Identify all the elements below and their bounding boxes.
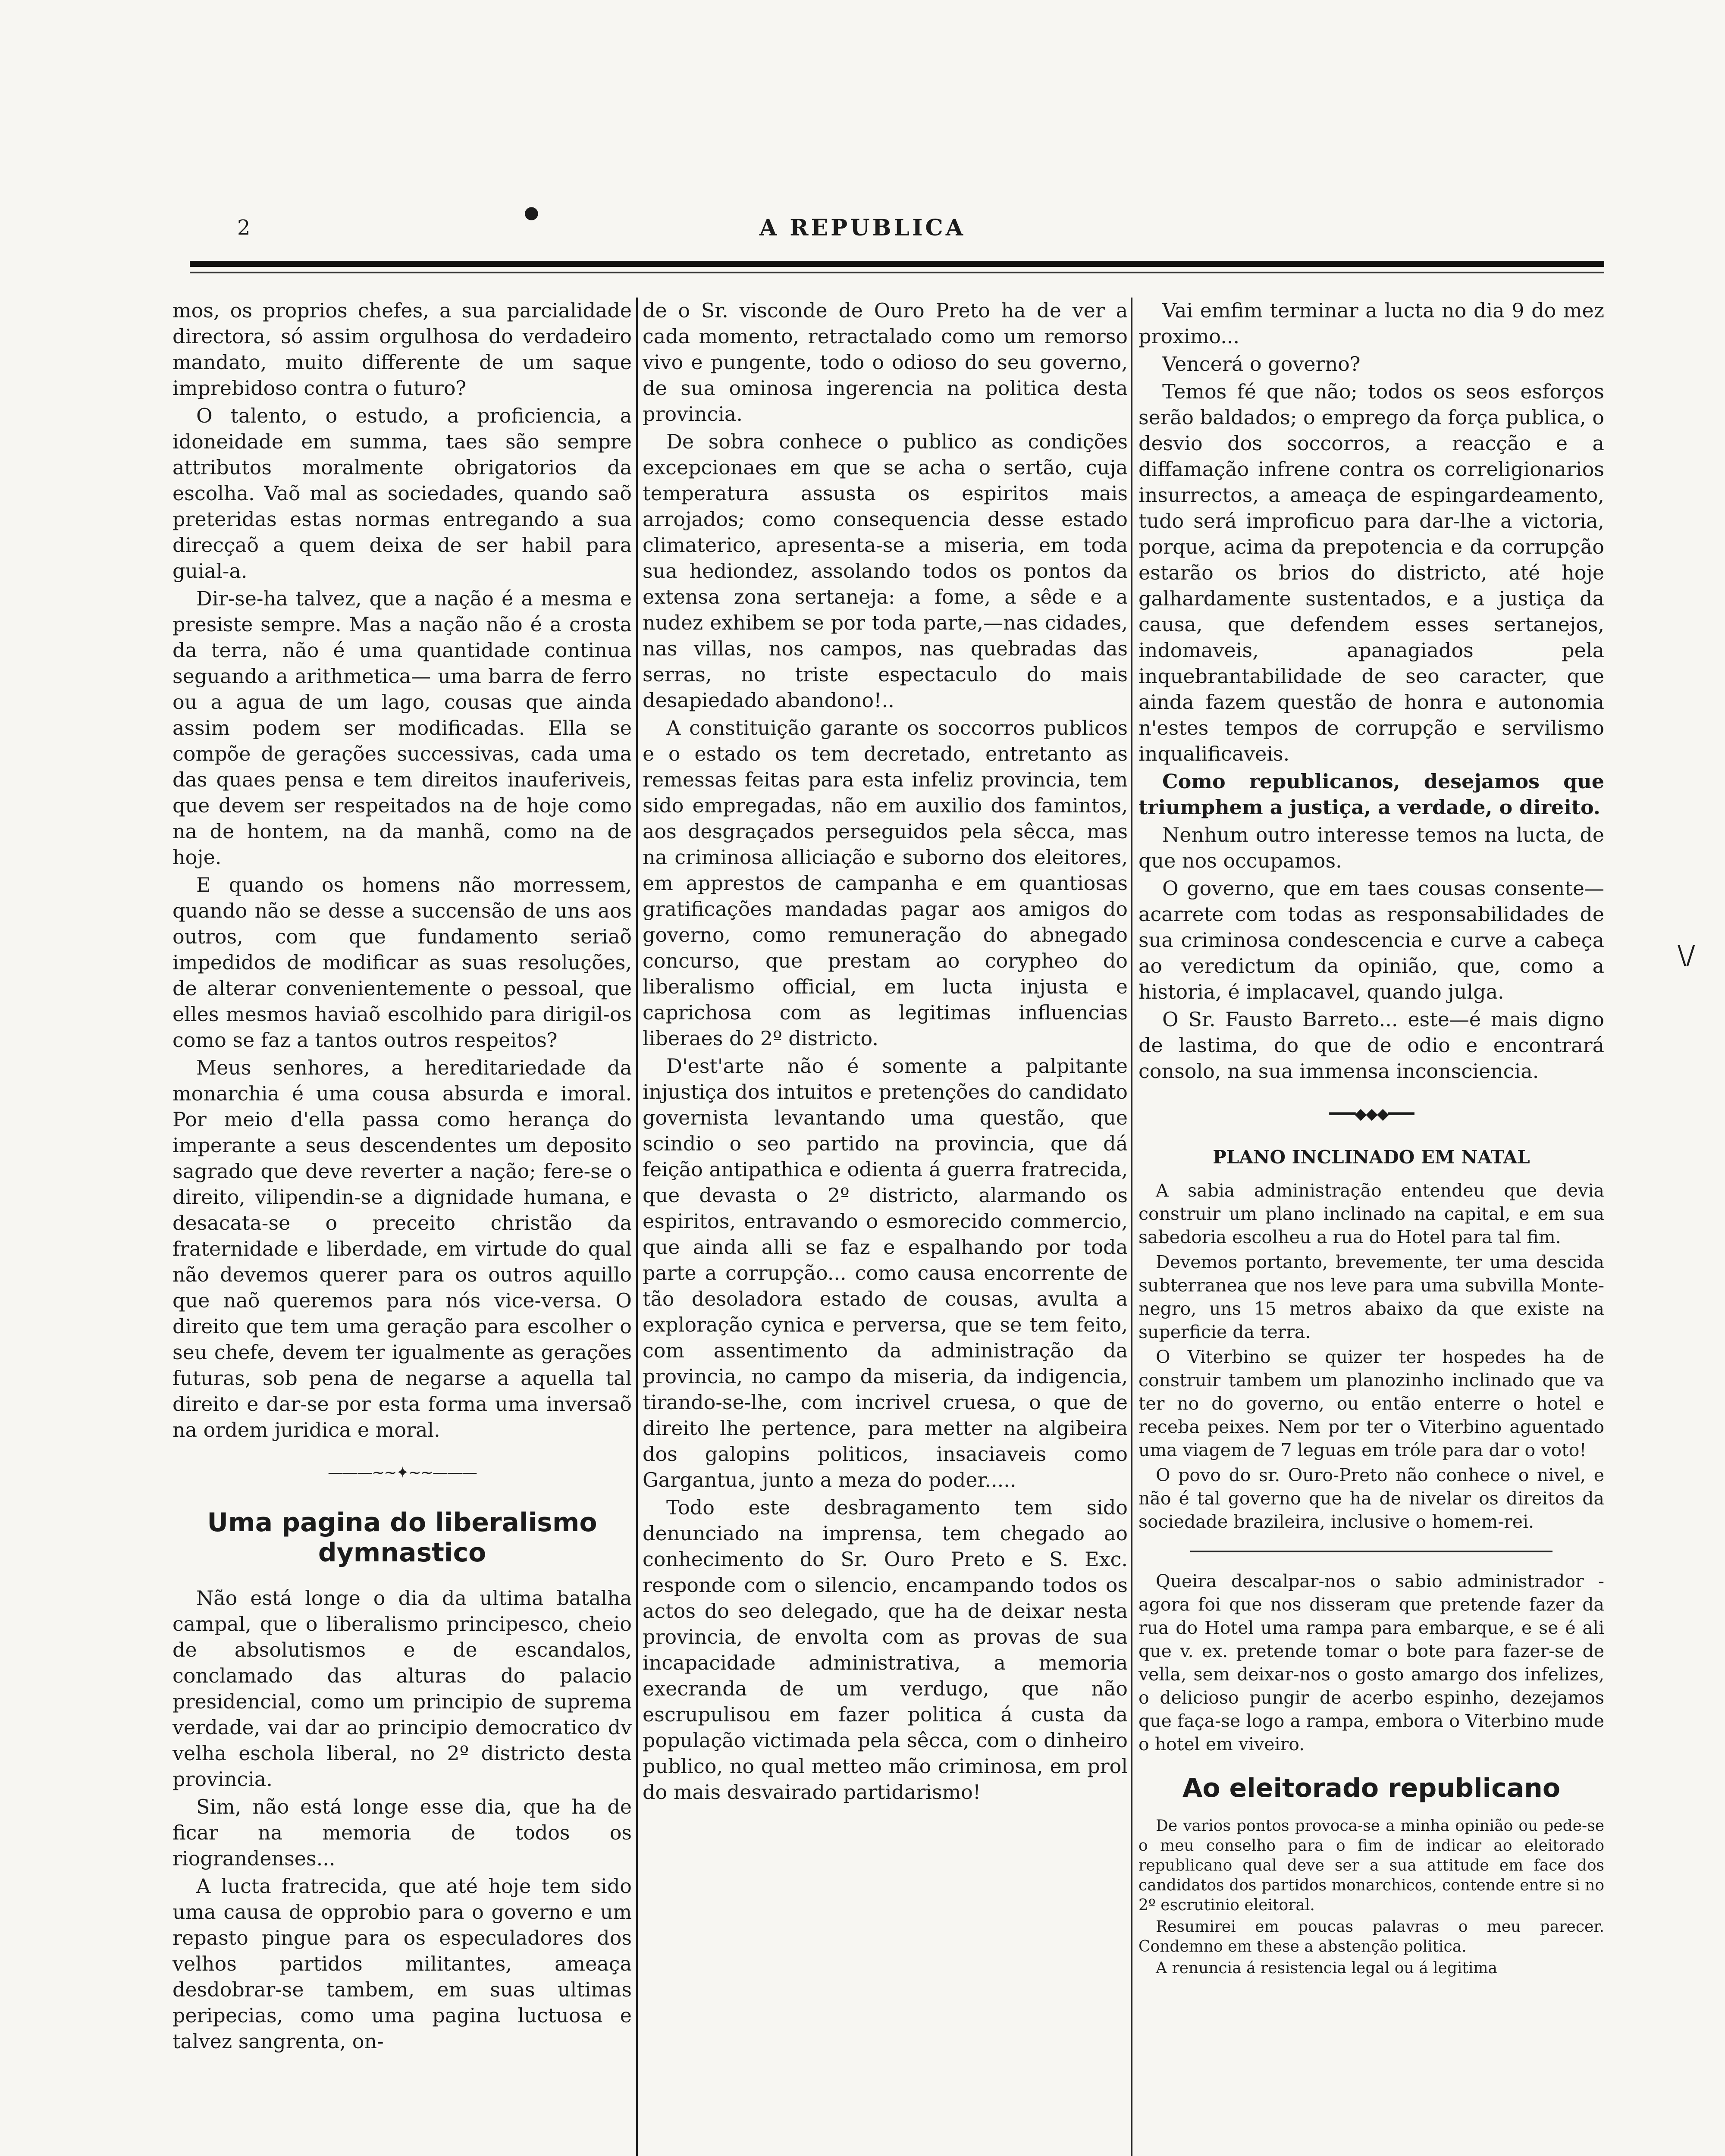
paragraph: de o Sr. visconde de Ouro Preto ha de ver a cada momento, retractalado como um remorso vivo e pungente, todo o odioso do seu governo, de sua ominosa ingerencia na politica desta provincia.	[643, 299, 1128, 426]
article-headline: Ao eleitorado republicano	[1182, 1773, 1561, 1803]
column-2	[643, 298, 1128, 1807]
article-headline: Uma pagina do liberalismo dymnastico	[207, 1507, 597, 1568]
column-divider	[636, 298, 638, 2156]
column-1	[172, 298, 632, 2056]
header-rule-thin	[190, 272, 1604, 273]
paragraph: O Sr. Fausto Barreto... este—é mais digno de lastima, do que de odio e encontrará consolo, na sua immensa inconsciencia.	[1138, 1008, 1604, 1083]
paragraph: A constituição garante os soccorros publicos e o estado os tem decretado, entretanto as remessas feitas para esta infeliz provincia, tem sido empregadas, não em auxilio dos famintos, aos desgraçados perseguidos pela sêcca, mas na criminosa alliciação e suborno dos eleitores, em apprestos de campanha e em quantiosas gratificações mandadas pagar aos amigos do governo, como remuneração do abnegado concurso, que prestam ao corypheo do liberalismo official, em lucta injusta e caprichosa com as legitimas influencias liberaes do 2º districto.	[643, 716, 1128, 1050]
paragraph: Queira descalpar-nos o sabio administrador - agora foi que nos disseram que pretende fazer da rua do Hotel uma rampa para embarque, e se é ali que v. ex. pretende tomar o bote para fazer-se de vella, sem deixar-nos o gosto amargo dos infelizes, o delicioso pungir de acerbo espinho, dezejamos que faça-se logo a rampa, embora o Viterbino mude o hotel em viveiro.	[1138, 1571, 1604, 1755]
newspaper-title: A REPUBLICA	[759, 215, 966, 241]
paragraph: E quando os homens não morressem, quando não se desse a succensão de uns aos outros, com que fundamento seriaõ impedidos de modificar as suas resoluções, de alterar convenientemente o pessoal, que elles mesmos haviaõ escolhido para dirigil-os como se faz a tantos outros respeitos?	[172, 873, 632, 1052]
divider	[1190, 1551, 1552, 1552]
paragraph: De varios pontos provoca-se a minha opinião ou pede-se o meu conselho para o fim de indicar ao eleitorado republicano qual deve ser a sua attitude em face dos candidatos dos partidos monarchicos, contende entre si no 2º escrutinio eleitoral.	[1138, 1817, 1604, 1914]
paragraph: O talento, o estudo, a proficiencia, a idoneidade em summa, taes são sempre attributos moralmente obrigatorios da escolha. Vaõ mal as sociedades, quando saõ preteridas estas normas entregando a sua direcçaõ a quem deixa de ser habil para guial-a.	[172, 404, 632, 583]
paragraph: D'est'arte não é somente a palpitante injustiça dos intuitos e pretenções do candidato governista levantando uma questão, que scindio o seo partido na provincia, que dá feição antipathica e odienta á guerra fratrecida, que devasta o 2º districto, alarmando os espiritos, entravando o esmorecido commercio, que ainda alli se faz e espalhando por toda parte a corrupção... como causa encorrente de tão desoladora estado de cousas, avulta a exploração cynica e perversa, que se tem feito, com assentimento da administração da provincia, no campo da miseria, da indigencia, tirando-se-lhe, com incrivel cruesa, o que de direito lhe pertence, para metter na algibeira dos galopins politicos, insaciaveis como Gargantua, junto a meza do poder.....	[643, 1054, 1128, 1492]
paragraph: Resumirei em poucas palavras o meu parecer. Condemno em these a abstenção politica.	[1138, 1918, 1604, 1955]
paragraph: Vencerá o governo?	[1162, 352, 1361, 376]
paragraph: Todo este desbragamento tem sido denunciado na imprensa, tem chegado ao conhecimento do Sr. Ouro Preto e S. Exc. responde com o silencio, encampando todos os actos do seo delegado, que ha de deixar nesta provincia, de envolta com as provas de sua incapacidade administrativa, a memoria execranda de um verdugo, que não escrupulisou em fazer politica á custa da população victimada pela sêcca, com o dinheiro publico, no qual metteo mão criminosa, em prol do mais desvairado partidarismo!	[643, 1496, 1128, 1804]
eleitorado-section	[1138, 1816, 1604, 1978]
paragraph: O governo, que em taes cousas consente—acarrete com todas as responsabilidades de sua criminosa condescencia e curve a cabeça ao veredictum da opinião, que, como a historia, é implacavel, quando julga.	[1138, 877, 1604, 1003]
paragraph: Temos fé que não; todos os seos esforços serão baldados; o emprego da força publica, o desvio dos soccorros, a reacção e a diffamação infrene contra os correligionarios insurrectos, a ameaça de espingardeamento, tudo será improficuo para dar-lhe a victoria, porque, acima da prepotencia e da corrupção estarão os brios do districto, até hoje galhardamente sustentados, e a justiça da causa, que defendem esses sertanejos, indomaveis, apanagiados pela inquebrantabilidade de seo caracter, que ainda fazem questão de honra e autonomia n'estes tempos de corrupção e servilismo inqualificaveis.	[1138, 380, 1604, 765]
column-divider	[1131, 298, 1132, 2156]
paragraph: Como republicanos, desejamos que triumphem a justiça, a verdade, o direito.	[1138, 770, 1604, 819]
ornament-divider-icon: ———~~✦~~———	[328, 1464, 477, 1482]
paragraph: Dir-se-ha talvez, que a nação é a mesma e presiste sempre. Mas a nação não é a crosta da terra, não é uma quantidade continua seguando a arithmetica— uma barra de ferro ou a agua de um lago, cousas que ainda assim podem ser modificadas. Ella se compõe de gerações successivas, cada uma das quaes pensa e tem direitos inauferiveis, que devem ser respeitados na de hoje como na de hontem, na da manhã, como na de hoje.	[172, 587, 632, 869]
header-rule	[190, 261, 1604, 267]
paragraph: De sobra conhece o publico as condições excepcionaes em que se acha o sertão, cuja temperatura assusta os espiritos mais arrojados; como consequencia desse estado climaterico, apresenta-se a miseria, em toda sua hediondez, assolando todos os pontos da extensa zona sertaneja: a fome, a sêde e a nudez exhibem se por toda parte,—nas cidades, nas villas, nos campos, nas quebradas das serras, no triste espectaculo do mais desapiedado abandono!..	[643, 430, 1128, 712]
paragraph: Não está longe o dia da ultima batalha campal, que o liberalismo principesco, cheio de absolutismos e de escandalos, conclamado das alturas do palacio presidencial, como um principio de suprema verdade, vai dar ao principio democratico dv velha eschola liberal, no 2º districto desta provincia.	[172, 1586, 632, 1791]
column-3	[1138, 298, 1604, 1980]
paragraph: A renuncia á resistencia legal ou á legitima	[1156, 1959, 1497, 1977]
ornament-divider-icon: ━━━◆◆◆━━━	[1329, 1105, 1414, 1123]
paragraph: Sim, não está longe esse dia, que ha de ficar na memoria de todos os riograndenses...	[172, 1795, 632, 1870]
plano-section	[1138, 1179, 1604, 1756]
paragraph: Devemos portanto, brevemente, ter uma descida subterranea que nos leve para uma subvilla Monte-negro, uns 15 metros abaixo da que existe na superficie da terra.	[1138, 1252, 1604, 1342]
paragraph: Meus senhores, a hereditariedade da monarchia é uma cousa absurda e imoral. Por meio d'ella passa como herança do imperante a seus descendentes um deposito sagrado que deve reverter a nação; fere-se o direito, vilipendin-se a dignidade humana, e desacata-se o preceito christão da fraternidade e liberdade, em virtude do qual não devemos querer para os outros aquillo que naõ queremos para nós vice-versa. O direito que tem uma geração para escolher o seu chefe, devem ter igualmente as gerações futuras, sob pena de negarse a aquella tal direito e dar-se por esta forma uma inversaõ na ordem juridica e moral.	[172, 1056, 632, 1442]
paragraph: A lucta fratrecida, que até hoje tem sido uma causa de opprobio para o governo e um repasto pingue para os especuladores dos velhos partidos militantes, ameaça desdobrar-se tambem, em suas ultimas peripecias, como uma pagina luctuosa e talvez sangrenta, on-	[172, 1874, 632, 2053]
paragraph: O Viterbino se quizer ter hospedes ha de construir tambem um planozinho inclinado que va ter no do governo, ou então enterre o hotel e receba peixes. Nem por ter o Viterbino aguentado uma viagem de 7 leguas em tróle para dar o voto!	[1138, 1347, 1604, 1460]
paragraph: Nenhum outro interesse temos na lucta, de que nos occupamos.	[1138, 823, 1604, 872]
paragraph: mos, os proprios chefes, a sua parcialidade directora, só assim orgulhosa do verdadeiro mandato, muito differente de um saque imprebidoso contra o futuro?	[172, 299, 632, 400]
paragraph: A sabia administração entendeu que devia construir um plano inclinado na capital, e em sua sabedoria escolheu a rua do Hotel para tal fim.	[1138, 1180, 1604, 1247]
section-title: PLANO INCLINADO EM NATAL	[1213, 1147, 1530, 1168]
ink-dot-icon: ●	[524, 203, 539, 222]
margin-mark: \/	[1678, 940, 1695, 970]
paragraph: O povo do sr. Ouro-Preto não conhece o nivel, e não é tal governo que ha de nivelar os direitos da sociedade brazileira, inclusive o homem-rei.	[1138, 1465, 1604, 1532]
paragraph: Vai emfim terminar a lucta no dia 9 do mez proximo...	[1138, 299, 1604, 348]
page-number: 2	[237, 216, 251, 240]
